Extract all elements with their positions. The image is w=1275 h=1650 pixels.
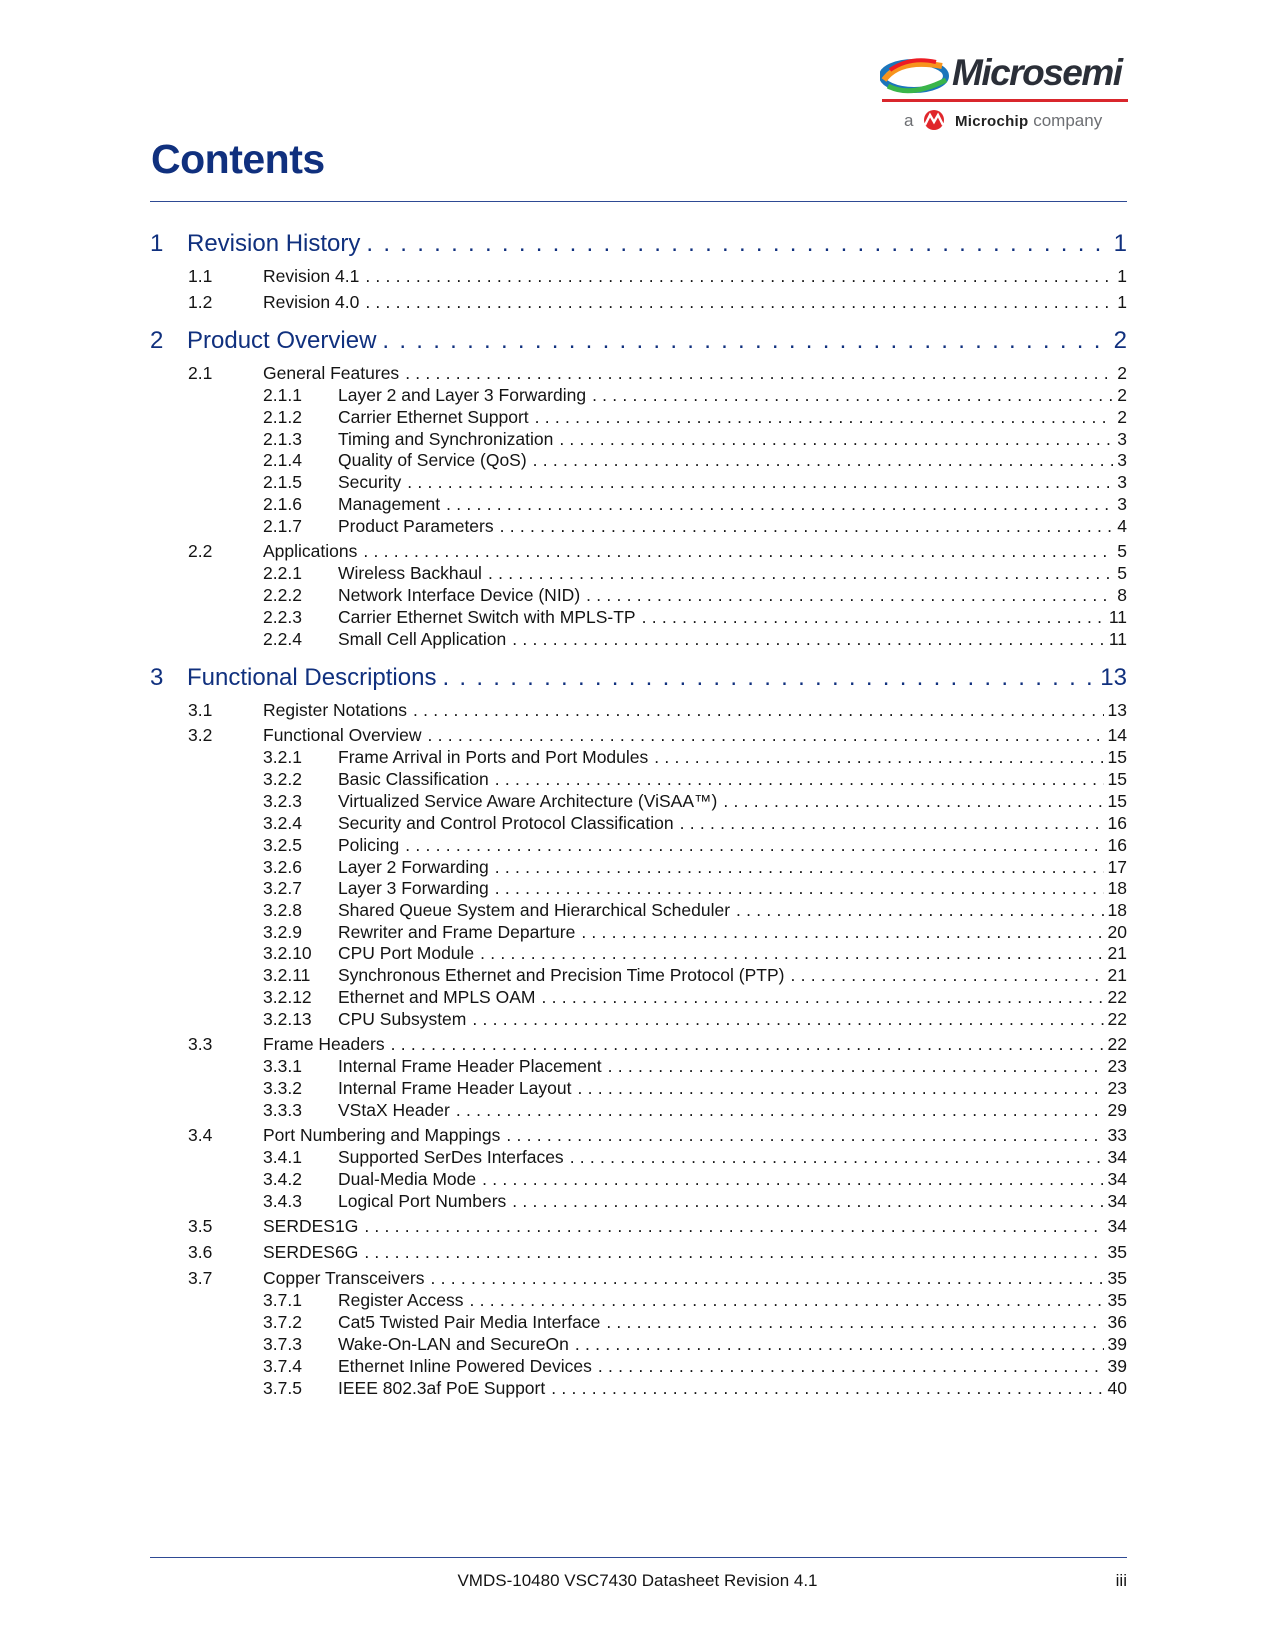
toc-leader-dots xyxy=(577,1077,1103,1099)
toc-title: General Features xyxy=(263,363,400,383)
toc-title: Basic Classification xyxy=(338,769,489,789)
toc-leader-dots xyxy=(365,265,1113,287)
toc-number: 3.3.1 xyxy=(263,1056,302,1076)
toc-number: 3.4.3 xyxy=(263,1191,302,1211)
toc-entry-3-7[interactable] xyxy=(188,1267,1127,1289)
toc-title: SERDES6G xyxy=(263,1242,359,1262)
toc-entry-2-1-7[interactable] xyxy=(263,515,1127,537)
toc-page-number: 21 xyxy=(1107,965,1127,985)
toc-leader-dots xyxy=(364,1215,1103,1237)
toc-title: Wake-On-LAN and SecureOn xyxy=(338,1334,569,1354)
toc-entry-1-1[interactable] xyxy=(188,265,1127,287)
toc-entry-3[interactable] xyxy=(150,664,1127,692)
toc-page-number: 3 xyxy=(1117,450,1127,470)
toc-title: Applications xyxy=(263,541,358,561)
toc-entry-3-2[interactable] xyxy=(188,724,1127,746)
toc-title: Small Cell Application xyxy=(338,629,507,649)
toc-leader-dots xyxy=(405,362,1113,384)
toc-leader-dots xyxy=(495,768,1104,790)
footer-page-number: iii xyxy=(1115,1571,1127,1590)
toc-number: 1.2 xyxy=(188,292,213,312)
toc-entry-3-2-9[interactable] xyxy=(263,921,1127,943)
toc-title: Network Interface Device (NID) xyxy=(338,585,581,605)
toc-entry-2[interactable] xyxy=(150,327,1127,355)
toc-page-number: 29 xyxy=(1107,1100,1127,1120)
toc-entry-3-4-2[interactable] xyxy=(263,1168,1127,1190)
toc-entry-2-2-1[interactable] xyxy=(263,562,1127,584)
toc-number: 3 xyxy=(150,664,164,691)
toc-title: CPU Subsystem xyxy=(338,1009,467,1029)
toc-number: 2.2 xyxy=(188,541,213,561)
toc-title: Product Overview xyxy=(187,327,377,354)
toc-leader-dots xyxy=(482,1168,1103,1190)
toc-title: Internal Frame Header Layout xyxy=(338,1078,572,1098)
tagline-suffix: company xyxy=(1033,111,1103,130)
toc-title: Functional Descriptions xyxy=(187,664,437,691)
toc-title: Timing and Synchronization xyxy=(338,429,554,449)
toc-page-number: 22 xyxy=(1107,1034,1127,1054)
toc-title: CPU Port Module xyxy=(338,943,475,963)
toc-number: 2.2.2 xyxy=(263,585,302,605)
toc-page-number: 15 xyxy=(1107,769,1127,789)
toc-number: 2.1 xyxy=(188,363,213,383)
toc-leader-dots xyxy=(363,540,1113,562)
toc-page-number: 18 xyxy=(1107,900,1127,920)
toc-title: Ethernet Inline Powered Devices xyxy=(338,1356,592,1376)
toc-number: 2.1.3 xyxy=(263,429,302,449)
title-divider xyxy=(150,201,1127,202)
toc-number: 3.1 xyxy=(188,700,213,720)
toc-title: Layer 3 Forwarding xyxy=(338,878,489,898)
toc-title: Cat5 Twisted Pair Media Interface xyxy=(338,1312,601,1332)
toc-number: 2.1.4 xyxy=(263,450,302,470)
toc-page-number: 2 xyxy=(1113,327,1127,354)
toc-entry-2-1-2[interactable] xyxy=(263,406,1127,428)
toc-title: Layer 2 and Layer 3 Forwarding xyxy=(338,385,587,405)
toc-number: 3.2.12 xyxy=(263,987,312,1007)
toc-page-number: 2 xyxy=(1117,363,1127,383)
toc-page-number: 22 xyxy=(1107,1009,1127,1029)
toc-leader-dots xyxy=(512,628,1105,650)
toc-entry-3-4-3[interactable] xyxy=(263,1190,1127,1212)
toc-number: 3.5 xyxy=(188,1216,213,1236)
toc-number: 3.3 xyxy=(188,1034,213,1054)
toc-number: 3.7.5 xyxy=(263,1378,302,1398)
toc-entry-2-1[interactable] xyxy=(188,362,1127,384)
toc-entry-3-2-10[interactable] xyxy=(263,942,1127,964)
toc-page-number: 36 xyxy=(1107,1312,1127,1332)
logo-tagline xyxy=(904,110,1102,131)
toc-title: Layer 2 Forwarding xyxy=(338,857,489,877)
toc-entry-3-7-2[interactable] xyxy=(263,1311,1127,1333)
toc-leader-dots xyxy=(446,493,1113,515)
toc-number: 1 xyxy=(150,230,164,257)
toc-leader-dots xyxy=(570,1146,1104,1168)
toc-title: Carrier Ethernet Support xyxy=(338,407,529,427)
toc-leader-dots xyxy=(488,562,1113,584)
toc-entry-3-3-2[interactable] xyxy=(263,1077,1127,1099)
toc-leader-dots xyxy=(456,1099,1104,1121)
toc-number: 3.4.1 xyxy=(263,1147,302,1167)
toc-entry-2-1-4[interactable] xyxy=(263,449,1127,471)
toc-page-number: 34 xyxy=(1107,1216,1127,1236)
toc-page-number: 39 xyxy=(1107,1356,1127,1376)
toc-page-number: 23 xyxy=(1107,1056,1127,1076)
toc-page-number: 1 xyxy=(1117,292,1127,312)
toc-number: 2.2.3 xyxy=(263,607,302,627)
toc-leader-dots xyxy=(366,230,1109,258)
toc-page-number: 4 xyxy=(1117,516,1127,536)
toc-number: 3.2.11 xyxy=(263,965,311,985)
toc-entry-3-7-1[interactable] xyxy=(263,1289,1127,1311)
toc-page-number: 23 xyxy=(1107,1078,1127,1098)
toc-title: Synchronous Ethernet and Precision Time Protocol (PTP) xyxy=(338,965,785,985)
toc-page-number: 35 xyxy=(1107,1268,1127,1288)
toc-page-number: 8 xyxy=(1117,585,1127,605)
toc-number: 3.2 xyxy=(188,725,213,745)
toc-page-number: 1 xyxy=(1117,266,1127,286)
toc-page-number: 20 xyxy=(1107,922,1127,942)
toc-leader-dots xyxy=(382,327,1109,355)
footer-divider xyxy=(150,1557,1127,1558)
toc-entry-3-3[interactable] xyxy=(188,1033,1127,1055)
toc-entry-3-2-4[interactable] xyxy=(263,812,1127,834)
toc-entry-3-2-13[interactable] xyxy=(263,1008,1127,1030)
tagline-brand: Microchip xyxy=(954,113,1029,130)
toc-entry-2-1-6[interactable] xyxy=(263,493,1127,515)
toc-page-number: 11 xyxy=(1108,607,1127,627)
toc-entry-3-7-4[interactable] xyxy=(263,1355,1127,1377)
toc-number: 3.2.10 xyxy=(263,943,312,963)
toc-leader-dots xyxy=(551,1377,1103,1399)
toc-number: 3.2.1 xyxy=(263,747,302,767)
toc-page-number: 22 xyxy=(1107,987,1127,1007)
microchip-icon xyxy=(921,110,947,130)
toc-number: 3.2.3 xyxy=(263,791,302,811)
footer-document-title: VMDS-10480 VSC7430 Datasheet Revision 4.1 xyxy=(457,1571,818,1590)
toc-entry-3-7-5[interactable] xyxy=(263,1377,1127,1399)
microsemi-swirl-icon xyxy=(880,54,952,100)
toc-leader-dots xyxy=(413,699,1104,721)
toc-leader-dots xyxy=(365,291,1113,313)
toc-number: 3.3.3 xyxy=(263,1100,302,1120)
toc-leader-dots xyxy=(581,921,1103,943)
toc-entry-3-2-11[interactable] xyxy=(263,964,1127,986)
toc-leader-dots xyxy=(495,856,1104,878)
toc-entry-3-7-3[interactable] xyxy=(263,1333,1127,1355)
toc-entry-3-3-3[interactable] xyxy=(263,1099,1127,1121)
toc-title: VStaX Header xyxy=(338,1100,450,1120)
toc-leader-dots xyxy=(506,1124,1103,1146)
toc-number: 3.2.13 xyxy=(263,1009,312,1029)
toc-number: 2.1.6 xyxy=(263,494,302,514)
toc-page-number: 1 xyxy=(1113,230,1127,257)
toc-number: 2 xyxy=(150,327,164,354)
toc-leader-dots xyxy=(654,746,1103,768)
toc-number: 2.2.1 xyxy=(263,563,302,583)
toc-leader-dots xyxy=(469,1289,1103,1311)
toc-leader-dots xyxy=(533,449,1114,471)
toc-number: 3.7.1 xyxy=(263,1290,302,1310)
toc-page-number: 40 xyxy=(1107,1378,1127,1398)
toc-page-number: 5 xyxy=(1117,563,1127,583)
toc-leader-dots xyxy=(430,1267,1103,1289)
toc-leader-dots xyxy=(405,834,1103,856)
toc-leader-dots xyxy=(535,406,1114,428)
toc-title: Shared Queue System and Hierarchical Scheduler xyxy=(338,900,731,920)
toc-page-number: 15 xyxy=(1107,747,1127,767)
toc-leader-dots xyxy=(541,986,1103,1008)
toc-number: 3.2.4 xyxy=(263,813,302,833)
toc-page-number: 21 xyxy=(1107,943,1127,963)
toc-number: 3.2.9 xyxy=(263,922,302,942)
toc-title: Register Access xyxy=(338,1290,464,1310)
toc-number: 3.2.7 xyxy=(263,878,302,898)
toc-page-number: 16 xyxy=(1107,813,1127,833)
toc-title: Carrier Ethernet Switch with MPLS-TP xyxy=(338,607,636,627)
toc-title: Frame Arrival in Ports and Port Modules xyxy=(338,747,649,767)
toc-leader-dots xyxy=(480,942,1103,964)
toc-title: Product Parameters xyxy=(338,516,494,536)
toc-leader-dots xyxy=(608,1055,1104,1077)
toc-entry-2-1-1[interactable] xyxy=(263,384,1127,406)
toc-number: 3.7.4 xyxy=(263,1356,302,1376)
microsemi-logo xyxy=(880,52,1130,142)
toc-leader-dots xyxy=(680,812,1104,834)
logo-wordmark: Microsemi xyxy=(952,52,1122,93)
toc-title: Quality of Service (QoS) xyxy=(338,450,527,470)
tagline-prefix: a xyxy=(904,111,914,130)
page-title: Contents xyxy=(151,136,325,182)
toc-leader-dots xyxy=(391,1033,1104,1055)
toc-entry-3-4[interactable] xyxy=(188,1124,1127,1146)
toc-leader-dots xyxy=(723,790,1103,812)
toc-title: SERDES1G xyxy=(263,1216,359,1236)
toc-leader-dots xyxy=(495,877,1104,899)
toc-title: Security and Control Protocol Classification xyxy=(338,813,674,833)
toc-entry-2-2[interactable] xyxy=(188,540,1127,562)
toc-page-number: 13 xyxy=(1107,700,1127,720)
toc-entry-3-6[interactable] xyxy=(188,1241,1127,1263)
toc-leader-dots xyxy=(586,584,1113,606)
toc-page-number: 34 xyxy=(1107,1169,1127,1189)
toc-title: Frame Headers xyxy=(263,1034,385,1054)
toc-title: Policing xyxy=(338,835,400,855)
toc-leader-dots xyxy=(592,384,1113,406)
logo-divider xyxy=(882,99,1128,102)
toc-page-number: 17 xyxy=(1107,857,1127,877)
toc-number: 3.7 xyxy=(188,1268,213,1288)
toc-number: 2.1.7 xyxy=(263,516,302,536)
toc-entry-3-2-5[interactable] xyxy=(263,834,1127,856)
toc-number: 3.3.2 xyxy=(263,1078,302,1098)
toc-leader-dots xyxy=(598,1355,1104,1377)
toc-leader-dots xyxy=(559,428,1113,450)
toc-entry-3-2-2[interactable] xyxy=(263,768,1127,790)
toc-entry-1-2[interactable] xyxy=(188,291,1127,313)
toc-title: Virtualized Service Aware Architecture (ViSAA™) xyxy=(338,791,718,811)
toc-entry-3-2-1[interactable] xyxy=(263,746,1127,768)
toc-title: Ethernet and MPLS OAM xyxy=(338,987,536,1007)
toc-page-number: 3 xyxy=(1117,472,1127,492)
toc-entry-1[interactable] xyxy=(150,230,1127,258)
toc-number: 3.6 xyxy=(188,1242,213,1262)
toc-title: Security xyxy=(338,472,402,492)
toc-entry-3-2-3[interactable] xyxy=(263,790,1127,812)
toc-leader-dots xyxy=(407,471,1113,493)
toc-entry-2-1-3[interactable] xyxy=(263,428,1127,450)
toc-title: Wireless Backhaul xyxy=(338,563,482,583)
toc-leader-dots xyxy=(442,664,1096,692)
toc-number: 2.1.1 xyxy=(263,385,302,405)
toc-page-number: 2 xyxy=(1117,407,1127,427)
toc-title: Functional Overview xyxy=(263,725,422,745)
toc-leader-dots xyxy=(428,724,1104,746)
toc-page-number: 3 xyxy=(1117,429,1127,449)
toc-page-number: 2 xyxy=(1117,385,1127,405)
toc-number: 3.2.5 xyxy=(263,835,302,855)
toc-page-number: 35 xyxy=(1107,1242,1127,1262)
toc-number: 3.7.2 xyxy=(263,1312,302,1332)
toc-number: 3.2.6 xyxy=(263,857,302,877)
toc-number: 1.1 xyxy=(188,266,213,286)
toc-number: 2.1.5 xyxy=(263,472,302,492)
toc-title: Dual-Media Mode xyxy=(338,1169,477,1189)
toc-entry-3-2-12[interactable] xyxy=(263,986,1127,1008)
toc-page-number: 35 xyxy=(1107,1290,1127,1310)
toc-entry-2-2-3[interactable] xyxy=(263,606,1127,628)
toc-number: 3.2.2 xyxy=(263,769,302,789)
toc-entry-3-2-6[interactable] xyxy=(263,856,1127,878)
toc-title: Copper Transceivers xyxy=(263,1268,425,1288)
toc-leader-dots xyxy=(472,1008,1103,1030)
toc-title: Management xyxy=(338,494,441,514)
toc-title: Revision 4.0 xyxy=(263,292,360,312)
toc-page-number: 16 xyxy=(1107,835,1127,855)
toc-number: 3.7.3 xyxy=(263,1334,302,1354)
toc-page-number: 15 xyxy=(1107,791,1127,811)
toc-number: 3.2.8 xyxy=(263,900,302,920)
toc-entry-3-2-8[interactable] xyxy=(263,899,1127,921)
toc-page-number: 18 xyxy=(1107,878,1127,898)
toc-entry-2-2-2[interactable] xyxy=(263,584,1127,606)
toc-leader-dots xyxy=(736,899,1104,921)
toc-page-number: 11 xyxy=(1108,629,1127,649)
toc-entry-3-3-1[interactable] xyxy=(263,1055,1127,1077)
toc-title: Supported SerDes Interfaces xyxy=(338,1147,564,1167)
toc-leader-dots xyxy=(512,1190,1103,1212)
toc-leader-dots xyxy=(364,1241,1103,1263)
toc-entry-3-2-7[interactable] xyxy=(263,877,1127,899)
toc-title: Revision 4.1 xyxy=(263,266,360,286)
toc-leader-dots xyxy=(790,964,1103,986)
toc-title: Rewriter and Frame Departure xyxy=(338,922,576,942)
toc-page-number: 5 xyxy=(1117,541,1127,561)
toc-number: 3.4 xyxy=(188,1125,213,1145)
toc-page-number: 34 xyxy=(1107,1191,1127,1211)
toc-entry-2-2-4[interactable] xyxy=(263,628,1127,650)
toc-page-number: 13 xyxy=(1100,664,1127,691)
toc-leader-dots xyxy=(606,1311,1103,1333)
toc-title: IEEE 802.3af PoE Support xyxy=(338,1378,546,1398)
toc-page-number: 39 xyxy=(1107,1334,1127,1354)
toc-entry-3-5[interactable] xyxy=(188,1215,1127,1237)
toc-title: Internal Frame Header Placement xyxy=(338,1056,602,1076)
toc-page-number: 3 xyxy=(1117,494,1127,514)
toc-leader-dots xyxy=(642,606,1105,628)
toc-entry-3-4-1[interactable] xyxy=(263,1146,1127,1168)
toc-title: Port Numbering and Mappings xyxy=(263,1125,501,1145)
toc-page-number: 14 xyxy=(1107,725,1127,745)
toc-number: 2.2.4 xyxy=(263,629,302,649)
toc-entry-2-1-5[interactable] xyxy=(263,471,1127,493)
toc-entry-3-1[interactable] xyxy=(188,699,1127,721)
toc-page-number: 34 xyxy=(1107,1147,1127,1167)
toc-number: 2.1.2 xyxy=(263,407,302,427)
toc-leader-dots xyxy=(575,1333,1104,1355)
toc-title: Register Notations xyxy=(263,700,407,720)
toc-title: Revision History xyxy=(187,230,361,257)
toc-title: Logical Port Numbers xyxy=(338,1191,507,1211)
toc-page-number: 33 xyxy=(1107,1125,1127,1145)
toc-leader-dots xyxy=(500,515,1114,537)
toc-number: 3.4.2 xyxy=(263,1169,302,1189)
